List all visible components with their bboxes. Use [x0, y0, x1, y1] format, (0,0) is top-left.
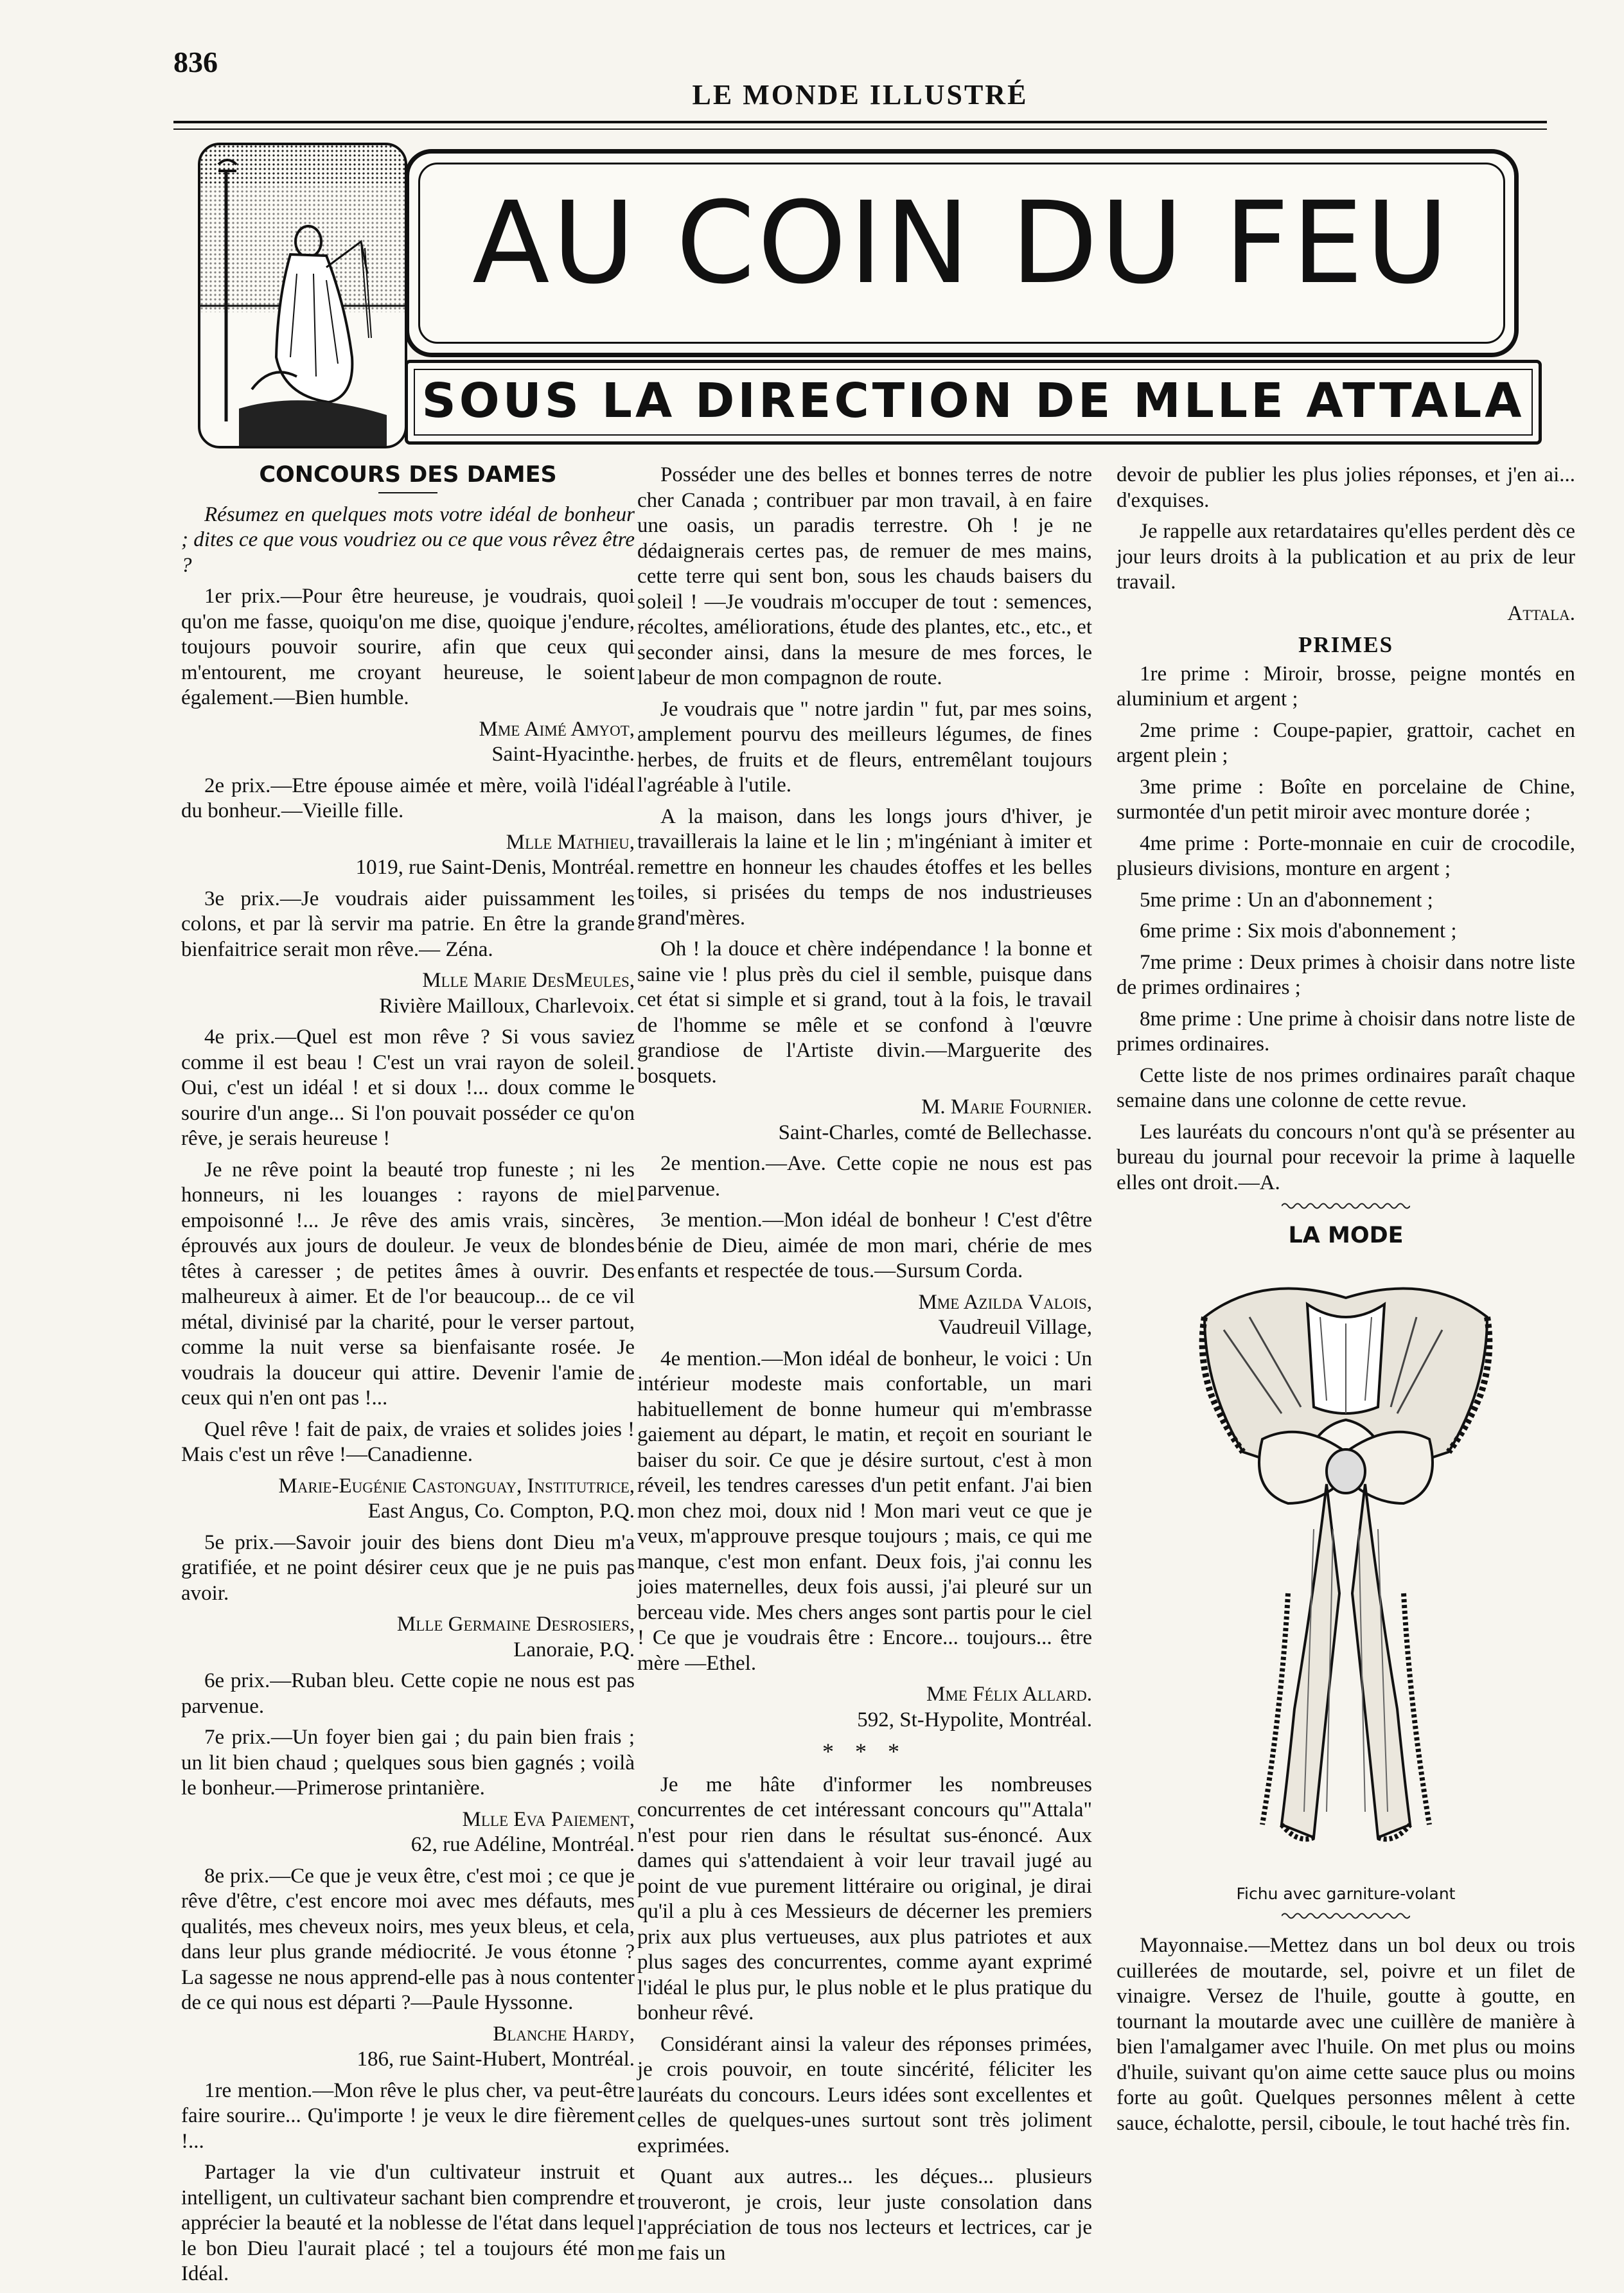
- mention-1-closing: Oh ! la douce et chère indépendance ! la bonne et saine vie ! plus près du ciel il semble, puisque dans cet état si simple et si grand, tout à la fois, le travail de l'homme se mêle et se confond à l'œuvre grandiose de l'Artiste divin.—Marguerite des bosquets.: [637, 937, 1092, 1088]
- wavy-divider: [1282, 1911, 1410, 1920]
- primes-note: Cette liste de nos primes ordinaires paraît chaque semaine dans une colonne de cette revue.: [1116, 1063, 1575, 1112]
- mention-1: 1re mention.—Mon rêve le plus cher, va peut-être faire sourire... Qu'importe ! je veux le dire fièrement !...: [181, 2078, 635, 2153]
- mention-1-continued: Partager la vie d'un cultivateur instruit et intelligent, un cultivateur sachant bien comprendre et apprécier la beauté et la noblesse de l'état dans lequel le bon Dieu l'aurait placé ; tel a toujours été mon Idéal.: [181, 2161, 635, 2285]
- editor-note-continued: devoir de publier les plus jolies réponses, et j'en ai... d'exquises.: [1116, 463, 1575, 512]
- prize-8: 8e prix.—Ce que je veux être, c'est moi ; ce que je rêve d'être, c'est encore moi avec mes défauts, mes qualités, mes cheveux noirs, mes yeux bleus, et cela, dans leur plus grande médiocrité. Je vous étonne ? La sagesse ne nous apprend-elle pas à nous contenter de ce qui nous est départi ?—Paule Hyssonne.: [181, 1864, 635, 2014]
- heading-rule: [378, 492, 437, 493]
- prize-7: 7e prix.—Un foyer bien gai ; du pain bien frais ; un lit bien chaud ; quelques sous bien gagnés ; voilà le bonheur.—Primerose printanière.: [181, 1726, 635, 1800]
- laureates-note: Les lauréats du concours n'ont qu'à se présenter au bureau du journal pour recevoir la prime à laquelle elles ont droit.—A.: [1116, 1120, 1575, 1194]
- editor-note: Je me hâte d'informer les nombreuses concurrentes de cet intéressant concours qu'"Attala" n'est pour rien dans le résultat sus-énoncé. Aux dames qui s'attendaient à voir leur travail jugé au point de vue purement littéraire ou original, je dirai qu'il a plu à ces Messieurs de décerner les premiers prix aux plus vertueuses, aux plus patriotes et aux plus sages des concurrentes, comme ayant exprimé l'idéal le plus pur, le plus noble et le plus pratique du bonheur rêvé.: [637, 1773, 1092, 2024]
- section-title: AU COIN DU FEU: [472, 177, 1451, 309]
- editor-note-3: Quant aux autres... les déçues... plusieurs trouveront, je crois, leur juste consolation dans l'appréciation de tous nos lecteurs et lectrices, car je me fais un: [637, 2165, 1092, 2265]
- header-rule: [173, 121, 1547, 123]
- asterism-divider: * * *: [822, 1739, 907, 1764]
- signature: Mlle Mathieu, 1019, rue Saint-Denis, Montréal.: [355, 830, 635, 879]
- mention-4: 4e mention.—Mon idéal de bonheur, le voici : Un intérieur modeste mais confortable, un mari habituellement de bonne humeur qui m'embrasse gaiement au départ, le matin, et reçoit en souriant le baiser du soir. Ce que je désire surtout, c'est à mon réveil, les tendres caresses d'un petit enfant. J'ai bien mon chez moi, doux nid ! Mon mari veut ce que je veux, m'approuve presque toujours ; mais, ce qui me manque, c'est mon enfant. Deux fois, j'ai connu les joies maternelles, deux fois aussi, j'ai pleuré sur un berceau vide. Mes chers anges sont partis pour le ciel ! Ce que je voudrais être : Encore... toujours... être mère —Ethel.: [637, 1347, 1092, 1675]
- contest-question: Résumez en quelques mots votre idéal de bonheur ; dites ce que vous voudriez ou ce que vous rêvez être ?: [181, 502, 635, 577]
- recipe-mayonnaise: Mayonnaise.—Mettez dans un bol deux ou trois cuillerées de moutarde, sel, poivre et un filet de vinaigre. Versez de l'huile, goutte à goutte, en tournant la moutarde avec une cuillère de manière à bien l'amalgamer avec l'huile. On met plus ou moins d'huile, suivant qu'on aime cette sauce plus ou moins forte au goût. Quelques personnes mêlent à cette sauce, échalotte, persil, ciboule, le tout haché très fin.: [1116, 1934, 1575, 2135]
- editor-note-2: Considérant ainsi la valeur des réponses primées, je crois pouvoir, en toute sincérité, féliciter les lauréats du concours. Leurs idées sont excellentes et celles de quelques-unes surtout sont très joliment exprimées.: [637, 2032, 1092, 2157]
- fichu-illustration: [1116, 1259, 1575, 1907]
- signature: Mlle Eva Paiement, 62, rue Adéline, Montréal.: [410, 1807, 635, 1856]
- prize-2: 2e prix.—Etre épouse aimée et mère, voilà l'idéal du bonheur.—Vieille fille.: [181, 774, 635, 822]
- prime-8: 8me prime : Une prime à choisir dans notre liste de primes ordinaires.: [1116, 1007, 1575, 1056]
- prime-5: 5me prime : Un an d'abonnement ;: [1140, 888, 1433, 912]
- title-frame: [405, 149, 1519, 357]
- signature: Blanche Hardy, 186, rue Saint-Hubert, Montréal.: [357, 2022, 635, 2071]
- editor-signature: Attala.: [1507, 601, 1575, 625]
- fashion-heading: LA MODE: [1288, 1223, 1404, 1248]
- signature: Mme Félix Allard. 592, St-Hypolite, Montréal.: [857, 1683, 1092, 1731]
- signature: Mme Aimé Amyot, Saint-Hyacinthe.: [479, 717, 635, 766]
- prize-5: 5e prix.—Savoir jouir des biens dont Dieu m'a gratifiée, et ne point désirer ceux que je ne puis pas avoir.: [181, 1530, 635, 1605]
- wavy-divider: [1282, 1201, 1410, 1210]
- mention-3: 3e mention.—Mon idéal de bonheur ! C'est d'être bénie de Dieu, aimée de mon mari, chérie de mes enfants et respectée de tous.—Sursum Corda.: [637, 1208, 1092, 1282]
- signature: M. Marie Fournier. Saint-Charles, comté de Bellechasse.: [778, 1095, 1092, 1144]
- mention-1-garden: Je voudrais que " notre jardin " fut, par mes soins, amplement pourvu des meilleurs légumes, de fines herbes, de fruits et de fleurs, entremêlant toujours l'agréable à l'utile.: [637, 697, 1092, 797]
- prize-6: 6e prix.—Ruban bleu. Cette copie ne nous est pas parvenue.: [181, 1669, 635, 1718]
- prize-4-continued: Je ne rêve point la beauté trop funeste ; ni les honneurs, ni les louanges : rayons de miel empoisonné !... Je rêve des amis vrais, sincères, éprouvés aux jours de douleur. Je veux de blondes têtes à caresser ; de petites âmes à ouvrir. Des malheureux à aimer. Et de l'or beaucoup... de ce vil métal, divinisé par la charité, pour le verser partout, comme la nuit verse sa bienfaisante rosée. Je voudrais la douceur qui attire. Devenir l'amie de ceux qui n'en ont pas !...: [181, 1158, 635, 1410]
- signature: Mme Azilda Valois, Vaudreuil Village,: [918, 1290, 1092, 1339]
- journal-title: LE MONDE ILLUSTRÉ: [692, 79, 1028, 111]
- primes-heading: PRIMES: [1298, 632, 1394, 657]
- subtitle-frame: [405, 360, 1542, 445]
- signature: Mlle Marie DesMeules, Rivière Mailloux, Charlevoix.: [379, 969, 635, 1018]
- vignette-illustration: [198, 143, 407, 448]
- mention-2: 2e mention.—Ave. Cette copie ne nous est pas parvenue.: [637, 1152, 1092, 1201]
- column-1: [181, 463, 635, 2293]
- prime-6: 6me prime : Six mois d'abonnement ;: [1140, 919, 1457, 943]
- header-rule-thin: [173, 128, 1547, 130]
- prime-4: 4me prime : Porte-monnaie en cuir de crocodile, plusieurs divisions, monture en argent ;: [1116, 831, 1575, 880]
- prize-4: 4e prix.—Quel est mon rêve ? Si vous saviez comme il est beau ! C'est un vrai rayon de soleil. Oui, c'est un idéal ! et si doux !... doux comme le sourire d'un ange... Si l'on pouvait posséder ce qu'on rêve, je serais heureuse !: [181, 1025, 635, 1150]
- signature: Mlle Germaine Desrosiers, Lanoraie, P.Q.: [396, 1613, 635, 1661]
- mention-1-winter: A la maison, dans les longs jours d'hiver, je travaillerais la laine et le lin ; m'ingéniant à imiter et remettre en honneur les chaudes étoffes et les belles toiles, si prisées du temps de nos industrieuses grand'mères.: [637, 804, 1092, 930]
- signature: Marie-Eugénie Castonguay, Institutrice, East Angus, Co. Compton, P.Q.: [278, 1474, 635, 1523]
- page-number: 836: [173, 46, 218, 78]
- prime-1: 1re prime : Miroir, brosse, peigne montés en aluminium et argent ;: [1116, 662, 1575, 711]
- prime-7: 7me prime : Deux primes à choisir dans notre liste de primes ordinaires ;: [1116, 950, 1575, 999]
- running-header: [173, 39, 1547, 116]
- section-subtitle: SOUS LA DIRECTION DE MLLE ATTALA: [421, 373, 1525, 429]
- contest-heading: CONCOURS DES DAMES: [259, 462, 557, 488]
- column-2: [637, 463, 1092, 2272]
- prize-4-conclusion: Quel rêve ! fait de paix, de vraies et solides joies ! Mais c'est un rêve !—Canadienne.: [181, 1417, 635, 1466]
- column-3: [1116, 463, 1575, 2142]
- mention-1-text: Posséder une des belles et bonnes terres de notre cher Canada ; contribuer par mon travail, à en faire une oasis, un paradis terrestre. Oh ! je ne dédaignerais certes pas, de remuer de mes mains, cette terre qui sent bon, sous les chauds baisers du soleil ! —Je voudrais m'occuper de tout : semences, récoltes, améliorations, étude des plantes, etc., etc., et seconder ainsi, dans la mesure de mes forces, le labeur de mon compagnon de route.: [637, 463, 1092, 689]
- figure-caption: Fichu avec garniture-volant: [1236, 1884, 1456, 1903]
- reminder: Je rappelle aux retardataires qu'elles perdent dès ce jour leurs droits à la publication et au prix de leur travail.: [1116, 520, 1575, 594]
- prize-1: 1er prix.—Pour être heureuse, je voudrais, quoi qu'on me fasse, quoiqu'on me dise, quoique j'endure, toujours pouvoir sourire, afin que ceux qui m'entourent, me croyant heureuse, le soient également.—Bien humble.: [181, 585, 635, 709]
- prime-2: 2me prime : Coupe-papier, grattoir, cachet en argent plein ;: [1116, 718, 1575, 767]
- prize-3: 3e prix.—Je voudrais aider puissamment les colons, et par là servir ma patrie. En être la grande bienfaitrice serait mon rêve.— Zéna.: [181, 887, 635, 961]
- prime-3: 3me prime : Boîte en porcelaine de Chine, surmontée d'un petit miroir avec monture dorée ;: [1116, 775, 1575, 824]
